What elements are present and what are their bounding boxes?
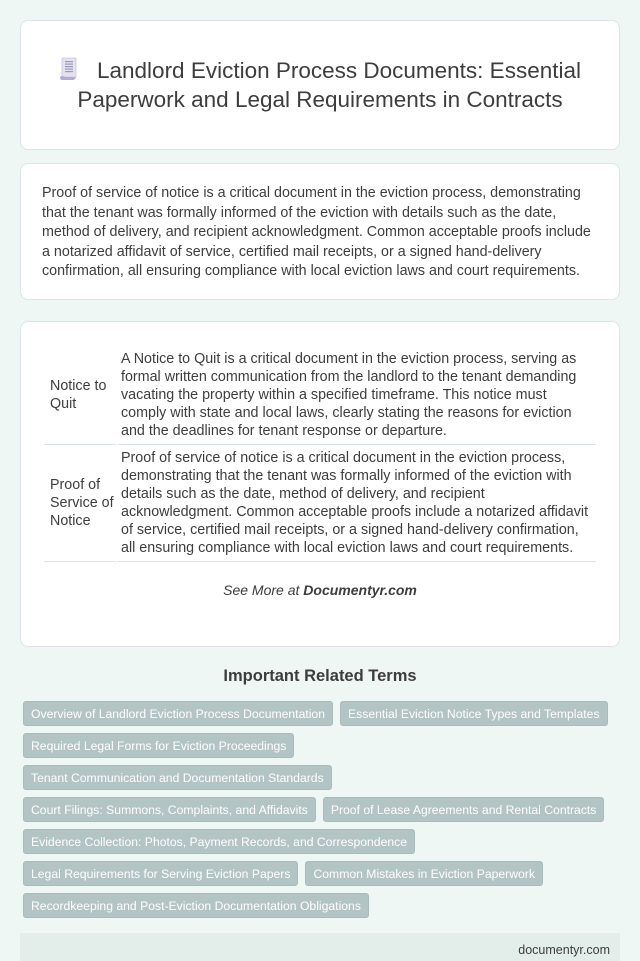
title-text: Landlord Eviction Process Documents: Essential Paperwork and Legal Requirements in Contracts <box>77 58 581 112</box>
summary-text: Proof of service of notice is a critical document in the eviction process, demonstrating that the tenant was formally informed of the eviction with details such as the date, method of delivery, and recipient acknowledgment. Common acceptable proofs include a notarized affidavit of service, certified mail receipts, or a signed hand-delivery confirmation, all ensuring compliance with local eviction laws and court requirements. <box>42 185 591 280</box>
term-cell: Notice to Quit <box>44 346 116 445</box>
related-tag[interactable]: Essential Eviction Notice Types and Templates <box>340 701 608 726</box>
see-more-site[interactable]: Documentyr.com <box>303 582 417 598</box>
footer-site[interactable]: documentyr.com <box>518 943 610 957</box>
definition-cell: Proof of service of notice is a critical document in the eviction process, demonstrating that the tenant was formally informed of the eviction with details such as the date, method of delivery, and recipient acknowledgment. Common acceptable proofs include a notarized affidavit of service, certified mail receipts, or a signed hand-delivery confirmation, all ensuring compliance with local eviction laws and court requirements. <box>118 445 596 562</box>
term-cell: Proof of Service of Notice <box>44 445 116 562</box>
related-tags <box>20 701 610 918</box>
related-tag[interactable]: Recordkeeping and Post-Eviction Documentation Obligations <box>23 893 369 918</box>
related-tag[interactable]: Court Filings: Summons, Complaints, and Affidavits <box>23 797 316 822</box>
table-row <box>44 346 596 445</box>
see-more-link[interactable] <box>42 582 598 598</box>
table-row <box>44 445 596 562</box>
related-tag[interactable]: Proof of Lease Agreements and Rental Contracts <box>323 797 605 822</box>
related-terms-title: Important Related Terms <box>223 667 417 685</box>
document-scroll-icon <box>59 57 79 81</box>
definitions-card <box>20 321 620 647</box>
definitions-table <box>42 346 598 562</box>
definition-cell: A Notice to Quit is a critical document in the eviction process, serving as formal written communication from the landlord to the tenant demanding vacating the property within a specified timeframe. This notice must comply with state and local laws, clearly stating the reasons for eviction and the deadlines for tenant response or departure. <box>118 346 596 445</box>
summary-card <box>20 163 620 300</box>
related-tag[interactable]: Common Mistakes in Eviction Paperwork <box>305 861 542 886</box>
title-card <box>20 20 620 150</box>
related-tag[interactable]: Evidence Collection: Photos, Payment Records, and Correspondence <box>23 829 415 854</box>
related-tag[interactable]: Tenant Communication and Documentation Standards <box>23 765 332 790</box>
footer <box>20 933 620 961</box>
related-tag[interactable]: Required Legal Forms for Eviction Proceedings <box>23 733 294 758</box>
see-more-prefix: See More at <box>223 582 304 598</box>
related-tag[interactable]: Legal Requirements for Serving Eviction Papers <box>23 861 298 886</box>
page-title <box>57 56 583 114</box>
related-tag[interactable]: Overview of Landlord Eviction Process Documentation <box>23 701 333 726</box>
